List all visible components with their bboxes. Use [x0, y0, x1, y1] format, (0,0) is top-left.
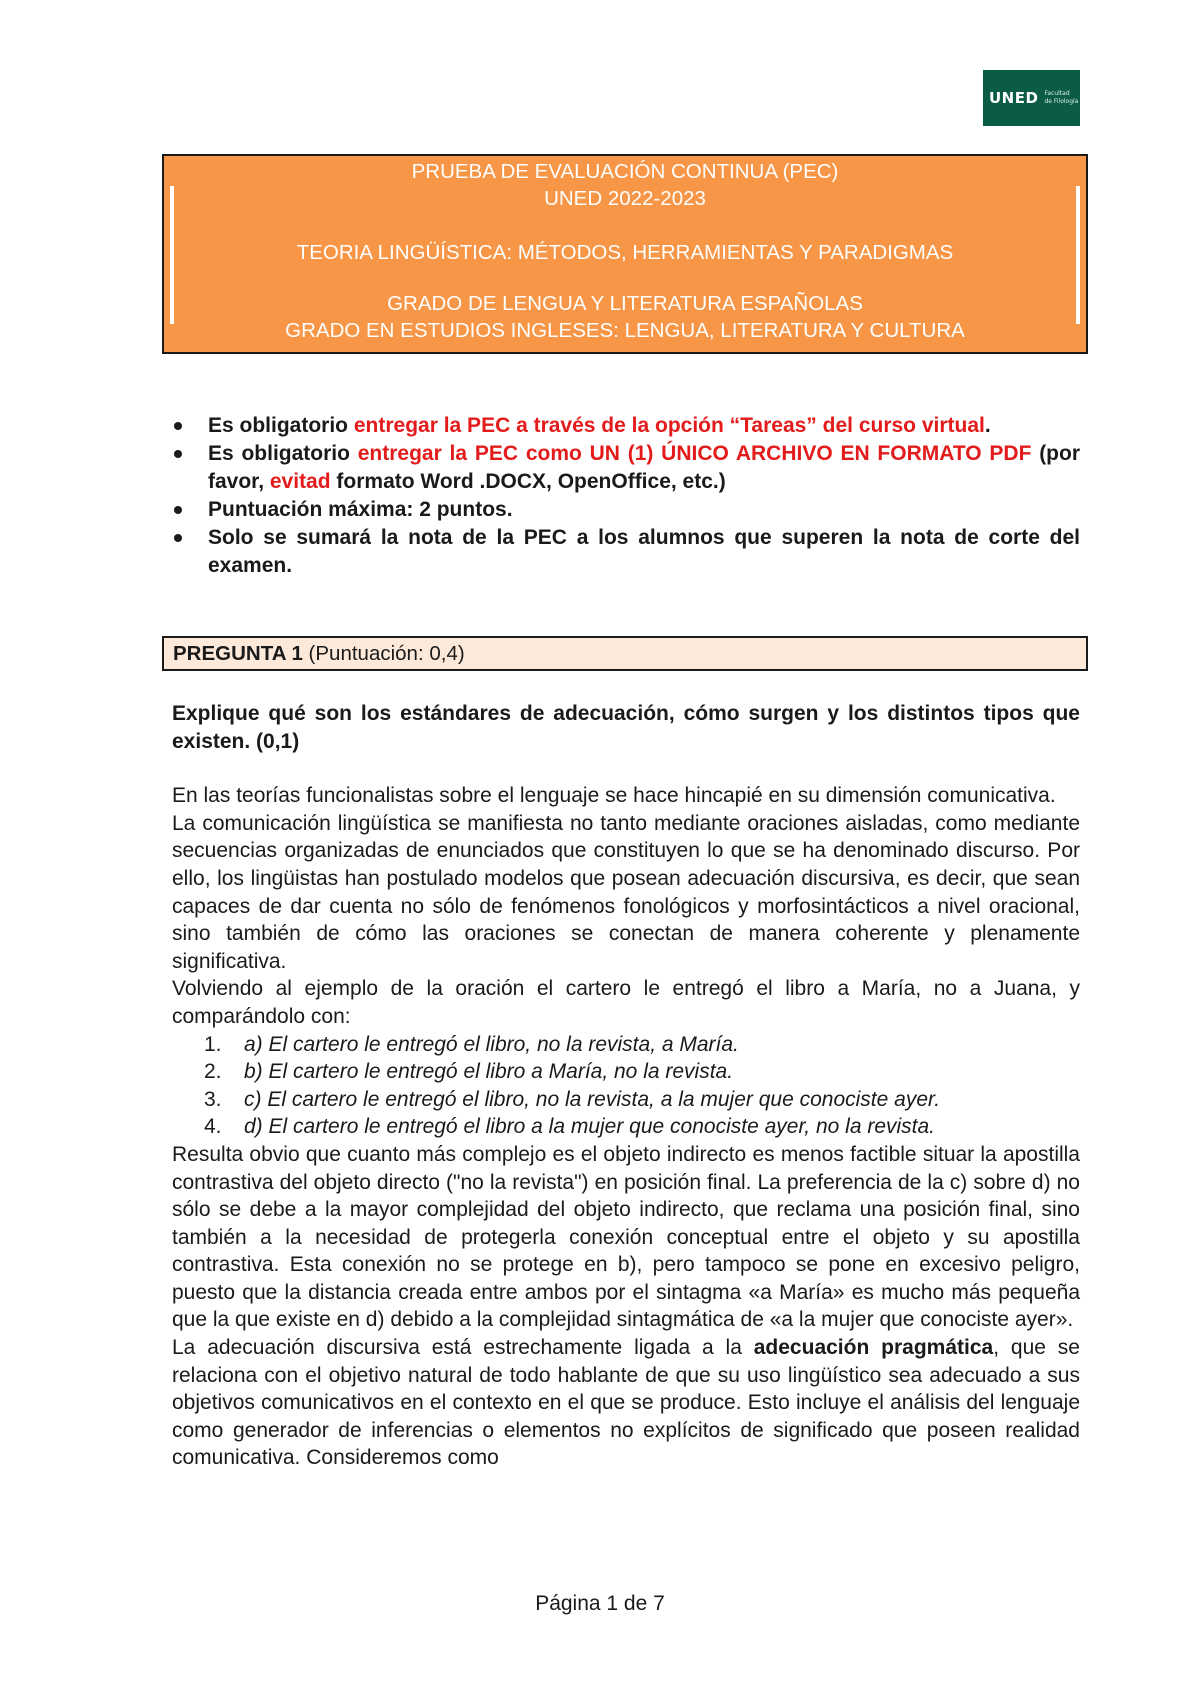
question-score: (Puntuación: 0,4) — [302, 642, 465, 665]
header-degree-2: GRADO EN ESTUDIOS INGLESES: LENGUA, LITERATURA Y CULTURA — [285, 319, 965, 342]
paragraph: Volviendo al ejemplo de la oración el cartero le entregó el libro a María, no a Juana, y comparándolo con: — [172, 977, 1080, 1028]
logo-sub-line2: de Filología — [1044, 98, 1079, 105]
instructions-list — [172, 412, 1080, 580]
answer-body — [172, 700, 1080, 1472]
instruction-item: Es obligatorio entregar la PEC como UN (1) ÚNICO ARCHIVO EN FORMATO PDF (por favor, evitad formato Word .DOCX, OpenOffice, etc.) — [172, 440, 1080, 496]
question-header — [162, 636, 1088, 671]
paragraph: La adecuación discursiva está estrechamente ligada a la adecuación pragmática, que se relaciona con el objetivo natural de todo hablante de que su uso lingüístico sea adecuado a sus objetivos comunicativos en el contexto en el que se produce. Esto incluye el análisis del lenguaje como generador de inferencias o elementos no explícitos de significado que poseen realidad comunicativa. Consideremos como — [172, 1336, 1080, 1470]
header-right-bar — [1076, 186, 1080, 324]
question-title: PREGUNTA 1 — [173, 642, 303, 665]
logo-text: UNED — [989, 89, 1039, 107]
example-item: 4. d) El cartero le entregó el libro a la mujer que conociste ayer, no la revista. — [204, 1115, 936, 1139]
header-subject: TEORIA LINGÜÍSTICA: MÉTODOS, HERRAMIENTAS Y PARADIGMAS — [296, 241, 954, 264]
example-item: 1. a) El cartero le entregó el libro, no la revista, a María. — [204, 1032, 739, 1056]
paragraph: Resulta obvio que cuanto más complejo es el objeto indirecto es menos factible situar la apostilla contrastiva del objeto directo ("no la revista") en posición final. La preferencia de la c) sobre d) no sólo se debe a la mayor complejidad del objeto indirecto, que reclama una posición final, sino también a la necesidad de protegerla conexión conceptual entre el objeto y su apostilla contrastiva. Esta conexión no se protege en b), pero tampoco se pone en excesivo peligro, puesto que la distancia creada entre ambos por el sintagma «a María» es mucho más pequeña que la que existe en d) debido a la complejidad sintagmática de «a la mujer que conociste ayer». — [172, 1142, 1080, 1332]
uned-logo — [983, 70, 1080, 126]
bullet-dot — [174, 534, 182, 542]
paragraph: La comunicación lingüística se manifiesta no tanto mediante oraciones aisladas, como mediante secuencias organizadas de enunciados que constituyen lo que se ha denominado discurso. Por ello, los lingüistas han postulado modelos que posean adecuación discursiva, es decir, que sean capaces de dar cuenta no sólo de fenómenos fonológicos y morfosintácticos a nivel oracional, sino también de cómo las oraciones se conectan de manera coherente y plenamente significativa. — [172, 811, 1080, 973]
logo-subtitle — [1044, 90, 1078, 106]
bullet-dot — [174, 506, 182, 514]
instruction-item: Es obligatorio entregar la PEC a través de la opción “Tareas” del curso virtual. — [172, 412, 1080, 440]
example-item: 2. b) El cartero le entregó el libro a María, no la revista. — [204, 1060, 734, 1084]
header-degree-1: GRADO DE LENGUA Y LITERATURA ESPAÑOLAS — [387, 292, 863, 315]
logo-sub-line1: Facultad — [1044, 90, 1070, 97]
bullet-dot — [174, 450, 182, 458]
paragraph: En las teorías funcionalistas sobre el lenguaje se hace hincapié en su dimensión comunicativa. — [172, 784, 1056, 808]
bullet-dot — [174, 422, 182, 430]
examples-list — [172, 1031, 1080, 1141]
question-text: Explique qué son los estándares de adecuación, cómo surgen y los distintos tipos que existen. (0,1) — [172, 702, 1080, 753]
instruction-item: Puntuación máxima: 2 puntos. — [172, 496, 1080, 524]
header-year: UNED 2022-2023 — [544, 187, 706, 210]
header-box — [162, 154, 1088, 354]
header-left-bar — [170, 186, 174, 324]
instruction-item: Solo se sumará la nota de la PEC a los alumnos que superen la nota de corte del examen. — [172, 524, 1080, 580]
example-item: 3. c) El cartero le entregó el libro, no la revista, a la mujer que conociste ayer. — [204, 1087, 941, 1111]
page-number: Página 1 de 7 — [535, 1592, 665, 1615]
header-title: PRUEBA DE EVALUACIÓN CONTINUA (PEC) — [411, 160, 839, 183]
